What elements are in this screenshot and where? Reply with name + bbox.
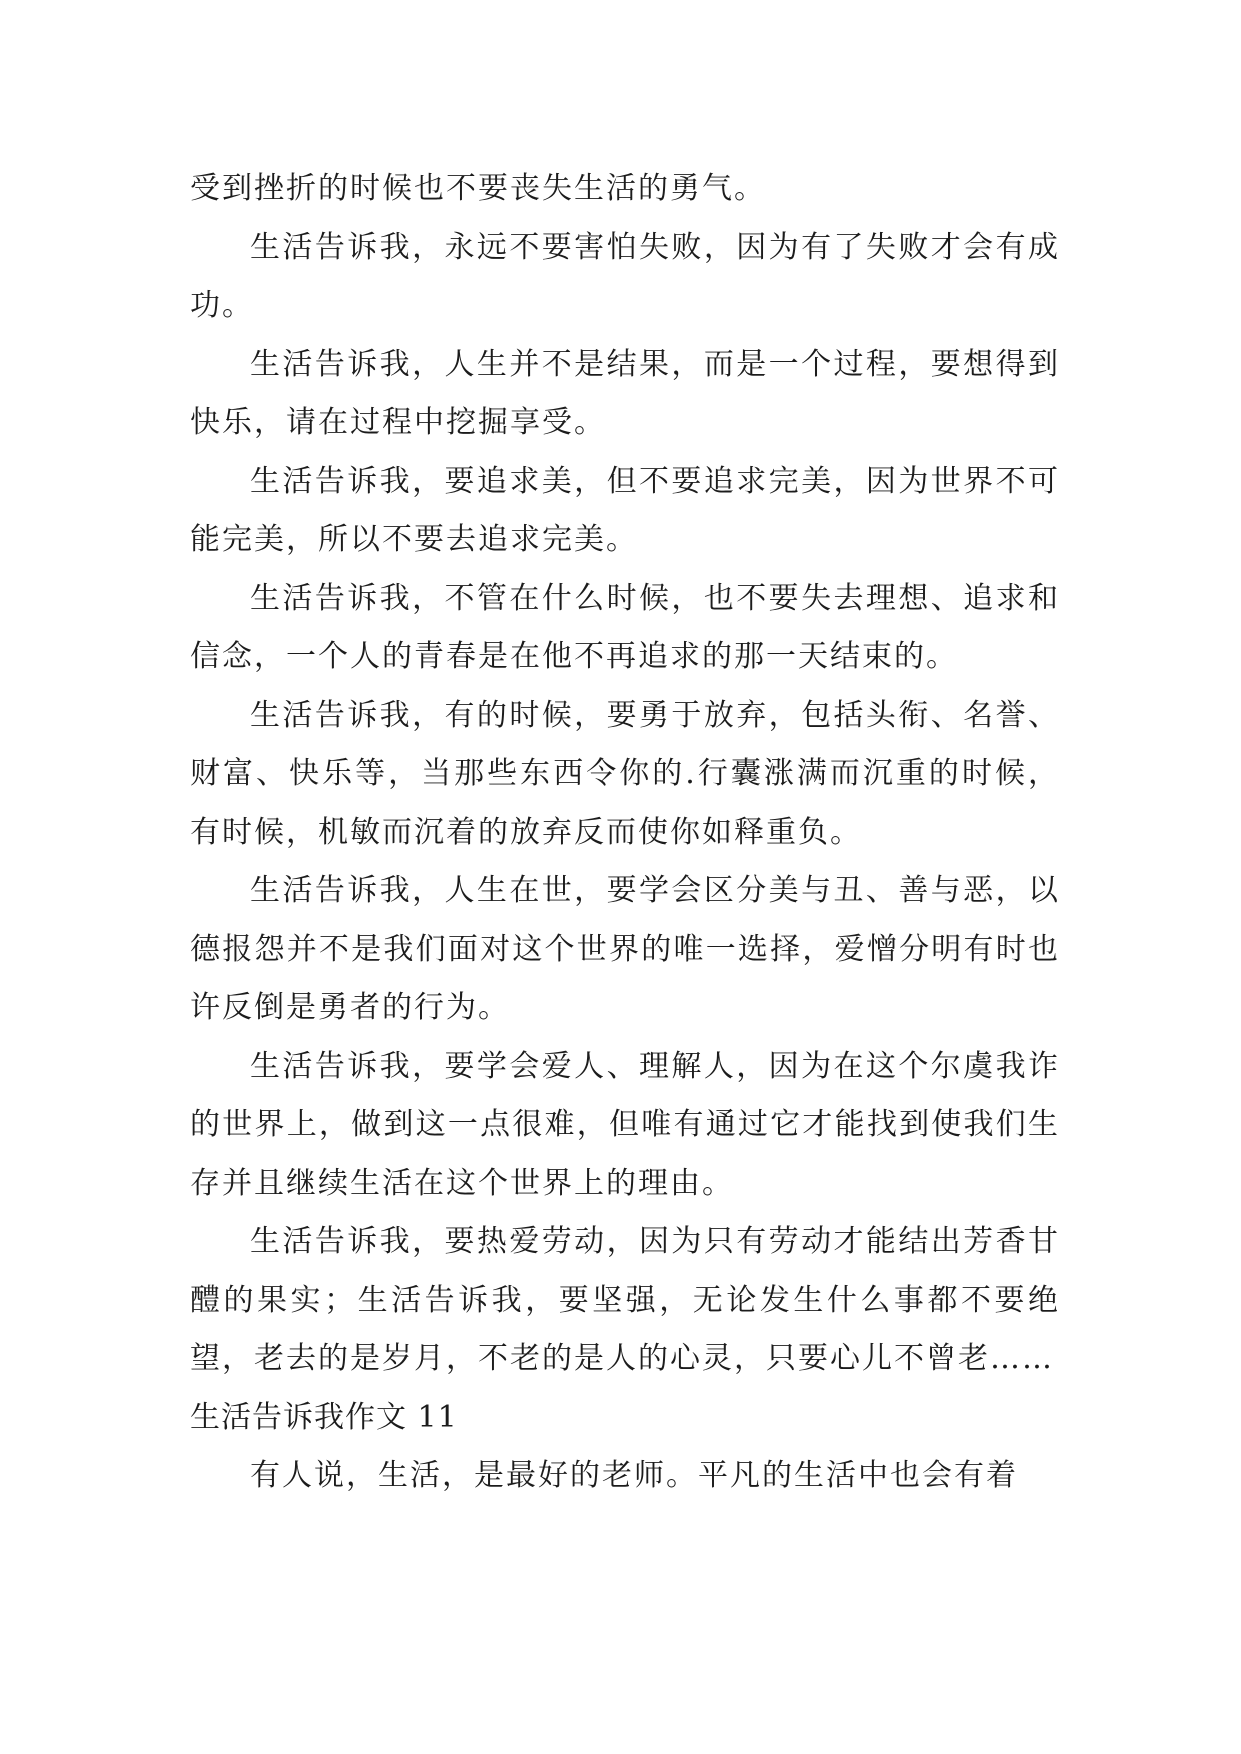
paragraph-1: 生活告诉我，永远不要害怕失败，因为有了失败才会有成功。 xyxy=(190,229,1060,323)
section-title: 生活告诉我作文 11 xyxy=(190,1399,458,1435)
paragraph-last: 有人说，生活，是最好的老师。平凡的生活中也会有着 xyxy=(250,1458,1018,1493)
paragraph-6: 生活告诉我，人生在世，要学会区分美与丑、善与恶，以德报怨并不是我们面对这个世界的唯一选择，爱憎分明有时也许反倒是勇者的行为。 xyxy=(190,873,1060,1025)
paragraph-8: 生活告诉我，要热爱劳动，因为只有劳动才能结出芳香甘醴的果实；生活告诉我，要坚强，无论发生什么事都不要绝望，老去的是岁月，不老的是人的心灵，只要心儿不曾老…… xyxy=(190,1224,1060,1376)
paragraph-3: 生活告诉我，要追求美，但不要追求完美，因为世界不可能完美，所以不要去追求完美。 xyxy=(190,463,1060,557)
paragraph-5: 生活告诉我，有的时候，要勇于放弃，包括头衔、名誉、财富、快乐等，当那些东西令你的.行囊涨满而沉重的时候，有时候，机敏而沉着的放弃反而使你如释重负。 xyxy=(190,697,1060,850)
paragraph-continuation: 受到挫折的时候也不要丧失生活的勇气。 xyxy=(190,171,766,206)
paragraph-2: 生活告诉我，人生并不是结果，而是一个过程，要想得到快乐，请在过程中挖掘享受。 xyxy=(190,346,1060,440)
paragraph-4: 生活告诉我，不管在什么时候，也不要失去理想、追求和信念，一个人的青春是在他不再追求的那一天结束的。 xyxy=(190,580,1060,674)
document-body xyxy=(190,160,1060,1506)
paragraph-7: 生活告诉我，要学会爱人、理解人，因为在这个尔虞我诈的世界上，做到这一点很难，但唯有通过它才能找到使我们生存并且继续生活在这个世界上的理由。 xyxy=(190,1048,1060,1201)
